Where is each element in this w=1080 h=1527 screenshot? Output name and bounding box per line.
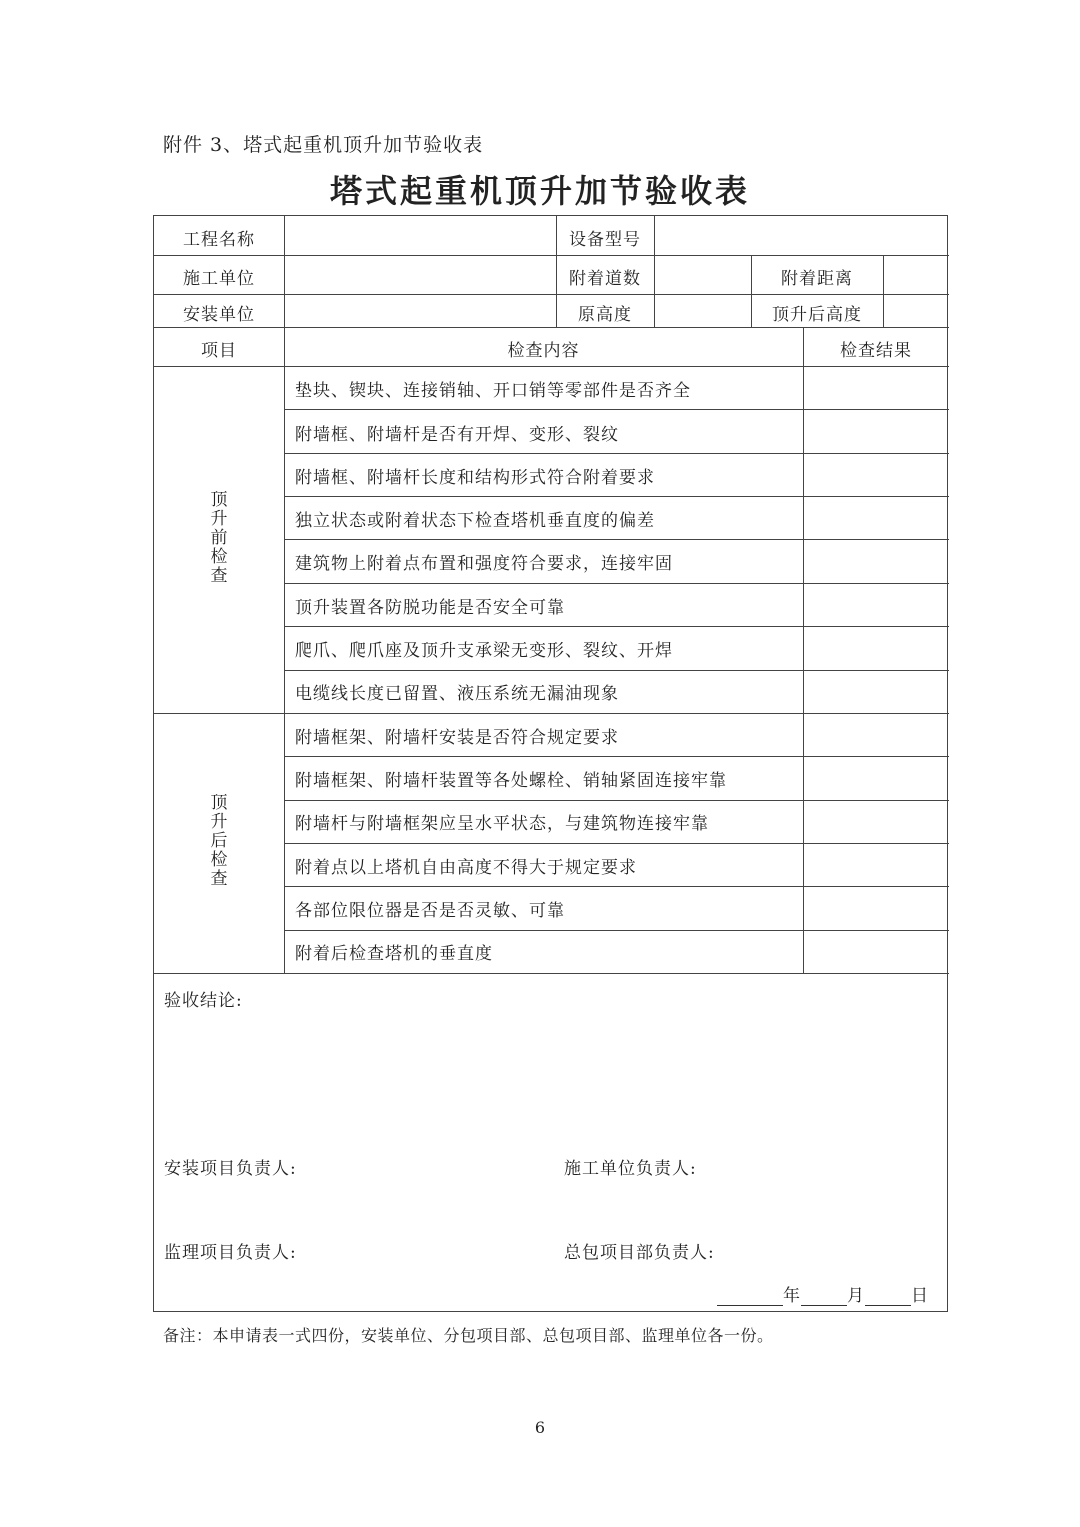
original-height-label: 原高度: [578, 305, 632, 325]
page-title: 塔式起重机顶升加节验收表: [329, 172, 750, 210]
col-divider: [654, 216, 655, 327]
check-item: 附墙框、附墙杆是否有开焊、变形、裂纹: [295, 425, 619, 445]
row-divider: [284, 843, 949, 844]
attach-count-label: 附着道数: [569, 269, 641, 289]
project-name-label: 工程名称: [183, 230, 255, 250]
check-item: 各部位限位器是否是否灵敏、可靠: [295, 901, 565, 921]
attachment-label: 附件 3、塔式起重机顶升加节验收表: [163, 134, 484, 156]
row-divider: [284, 670, 949, 671]
check-item: 附着点以上塔机自由高度不得大于规定要求: [295, 858, 637, 878]
col-divider: [284, 216, 285, 973]
row-divider: [284, 756, 949, 757]
check-item: 附墙杆与附墙框架应呈水平状态，与建筑物连接牢靠: [295, 814, 709, 834]
row-divider: [284, 583, 949, 584]
row-divider: [154, 327, 949, 328]
day-blank[interactable]: [865, 1287, 911, 1306]
check-item: 独立状态或附着状态下检查塔机垂直度的偏差: [295, 511, 655, 531]
check-item: 附着后检查塔机的垂直度: [295, 944, 493, 964]
row-divider: [284, 626, 949, 627]
check-item: 垫块、锲块、连接销轴、开口销等零部件是否齐全: [295, 381, 691, 401]
item-column-header: 项目: [201, 341, 237, 361]
equipment-model-label: 设备型号: [569, 230, 641, 250]
check-item: 爬爪、爬爪座及顶升支承梁无变形、裂纹、开焊: [295, 641, 673, 661]
page-number: 6: [534, 1418, 546, 1437]
check-item: 附墙框架、附墙杆装置等各处螺栓、销轴紧固连接牢靠: [295, 771, 727, 791]
month-label: 月: [847, 1286, 865, 1306]
row-divider: [154, 973, 949, 974]
year-blank[interactable]: [717, 1287, 783, 1306]
install-lead-label: 安装项目负责人:: [164, 1159, 297, 1179]
date-line: [717, 1281, 929, 1306]
height-after-label: 顶升后高度: [772, 305, 862, 325]
row-divider: [284, 453, 949, 454]
install-unit-label: 安装单位: [183, 305, 255, 325]
construction-unit-label: 施工单位: [183, 269, 255, 289]
row-divider: [154, 713, 949, 714]
col-divider: [883, 255, 884, 327]
row-divider: [284, 409, 949, 410]
row-divider: [154, 366, 949, 367]
section-label-after: 顶升后检查: [210, 793, 228, 889]
row-divider: [154, 294, 949, 295]
attach-distance-label: 附着距离: [781, 269, 853, 289]
general-lead-label: 总包项目部负责人:: [564, 1243, 715, 1263]
col-divider: [803, 327, 804, 973]
row-divider: [284, 800, 949, 801]
row-divider: [154, 255, 949, 256]
check-item: 附墙框、附墙杆长度和结构形式符合附着要求: [295, 468, 655, 488]
section-label-before: 顶升前检查: [210, 490, 228, 586]
check-item: 电缆线长度已留置、液压系统无漏油现象: [295, 684, 619, 704]
row-divider: [284, 930, 949, 931]
inspection-table: [153, 215, 948, 1312]
check-item: 顶升装置各防脱功能是否安全可靠: [295, 598, 565, 618]
footnote: 备注：本申请表一式四份，安装单位、分包项目部、总包项目部、监理单位各一份。: [163, 1326, 774, 1345]
content-column-header: 检查内容: [507, 341, 580, 361]
conclusion-label: 验收结论:: [164, 991, 243, 1011]
check-item: 附墙框架、附墙杆安装是否符合规定要求: [295, 728, 619, 748]
construction-lead-label: 施工单位负责人:: [564, 1159, 697, 1179]
supervision-lead-label: 监理项目负责人:: [164, 1243, 297, 1263]
day-label: 日: [911, 1286, 929, 1306]
row-divider: [284, 496, 949, 497]
check-item: 建筑物上附着点布置和强度符合要求，连接牢固: [295, 554, 673, 574]
year-label: 年: [783, 1286, 801, 1306]
row-divider: [284, 539, 949, 540]
row-divider: [284, 886, 949, 887]
month-blank[interactable]: [801, 1287, 847, 1306]
result-column-header: 检查结果: [840, 341, 912, 361]
